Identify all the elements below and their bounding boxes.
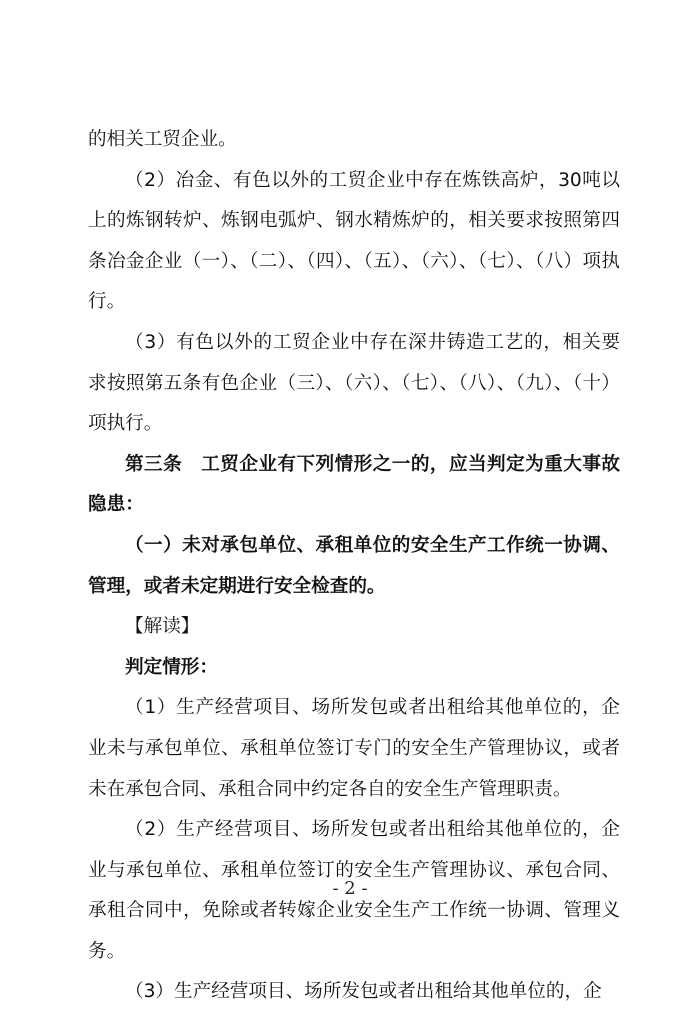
interpretation-label: 【解读】 <box>125 616 200 638</box>
clause-1-heading: （一）未对承包单位、承租单位的安全生产工作统一协调、管理，或者未定期进行安全检查的。 <box>88 534 620 597</box>
article-3-heading: 第三条 工贸企业有下列情形之一的，应当判定为重大事故隐患： <box>88 453 620 516</box>
page-number: - 2 - <box>332 878 368 899</box>
paragraph-item-3-deep-well-casting: （3）有色以外的工贸企业中存在深井铸造工艺的，相关要求按照第五条有色企业（三）、（六）、（七）、（八）、（九）、（十）项执行。 <box>88 331 620 435</box>
determination-label: 判定情形： <box>125 656 218 678</box>
situation-3: （3）生产经营项目、场所发包或者出租给其他单位的，企 <box>125 981 602 1003</box>
situation-1: （1）生产经营项目、场所发包或者出租给其他单位的，企业未与承包单位、承租单位签订专门的安全生产管理协议，或者未在承包合同、承租合同中约定各自的安全生产管理职责。 <box>88 697 620 800</box>
paragraph-item-2-metallurgy: （2）冶金、有色以外的工贸企业中存在炼铁高炉，30吨以上的炼钢转炉、炼钢电弧炉、钢水精炼炉的，相关要求按照第四条冶金企业（一）、（二）、（四）、（五）、（六）、（七）、（八）项执行。 <box>88 169 620 313</box>
situation-2: （2）生产经营项目、场所发包或者出租给其他单位的，企业与承包单位、承租单位签订的安全生产管理协议、承包合同、承租合同中，免除或者转嫁企业安全生产工作统一协调、管理义务。 <box>88 819 620 962</box>
paragraph-continuation: 的相关工贸企业。 <box>88 129 237 150</box>
